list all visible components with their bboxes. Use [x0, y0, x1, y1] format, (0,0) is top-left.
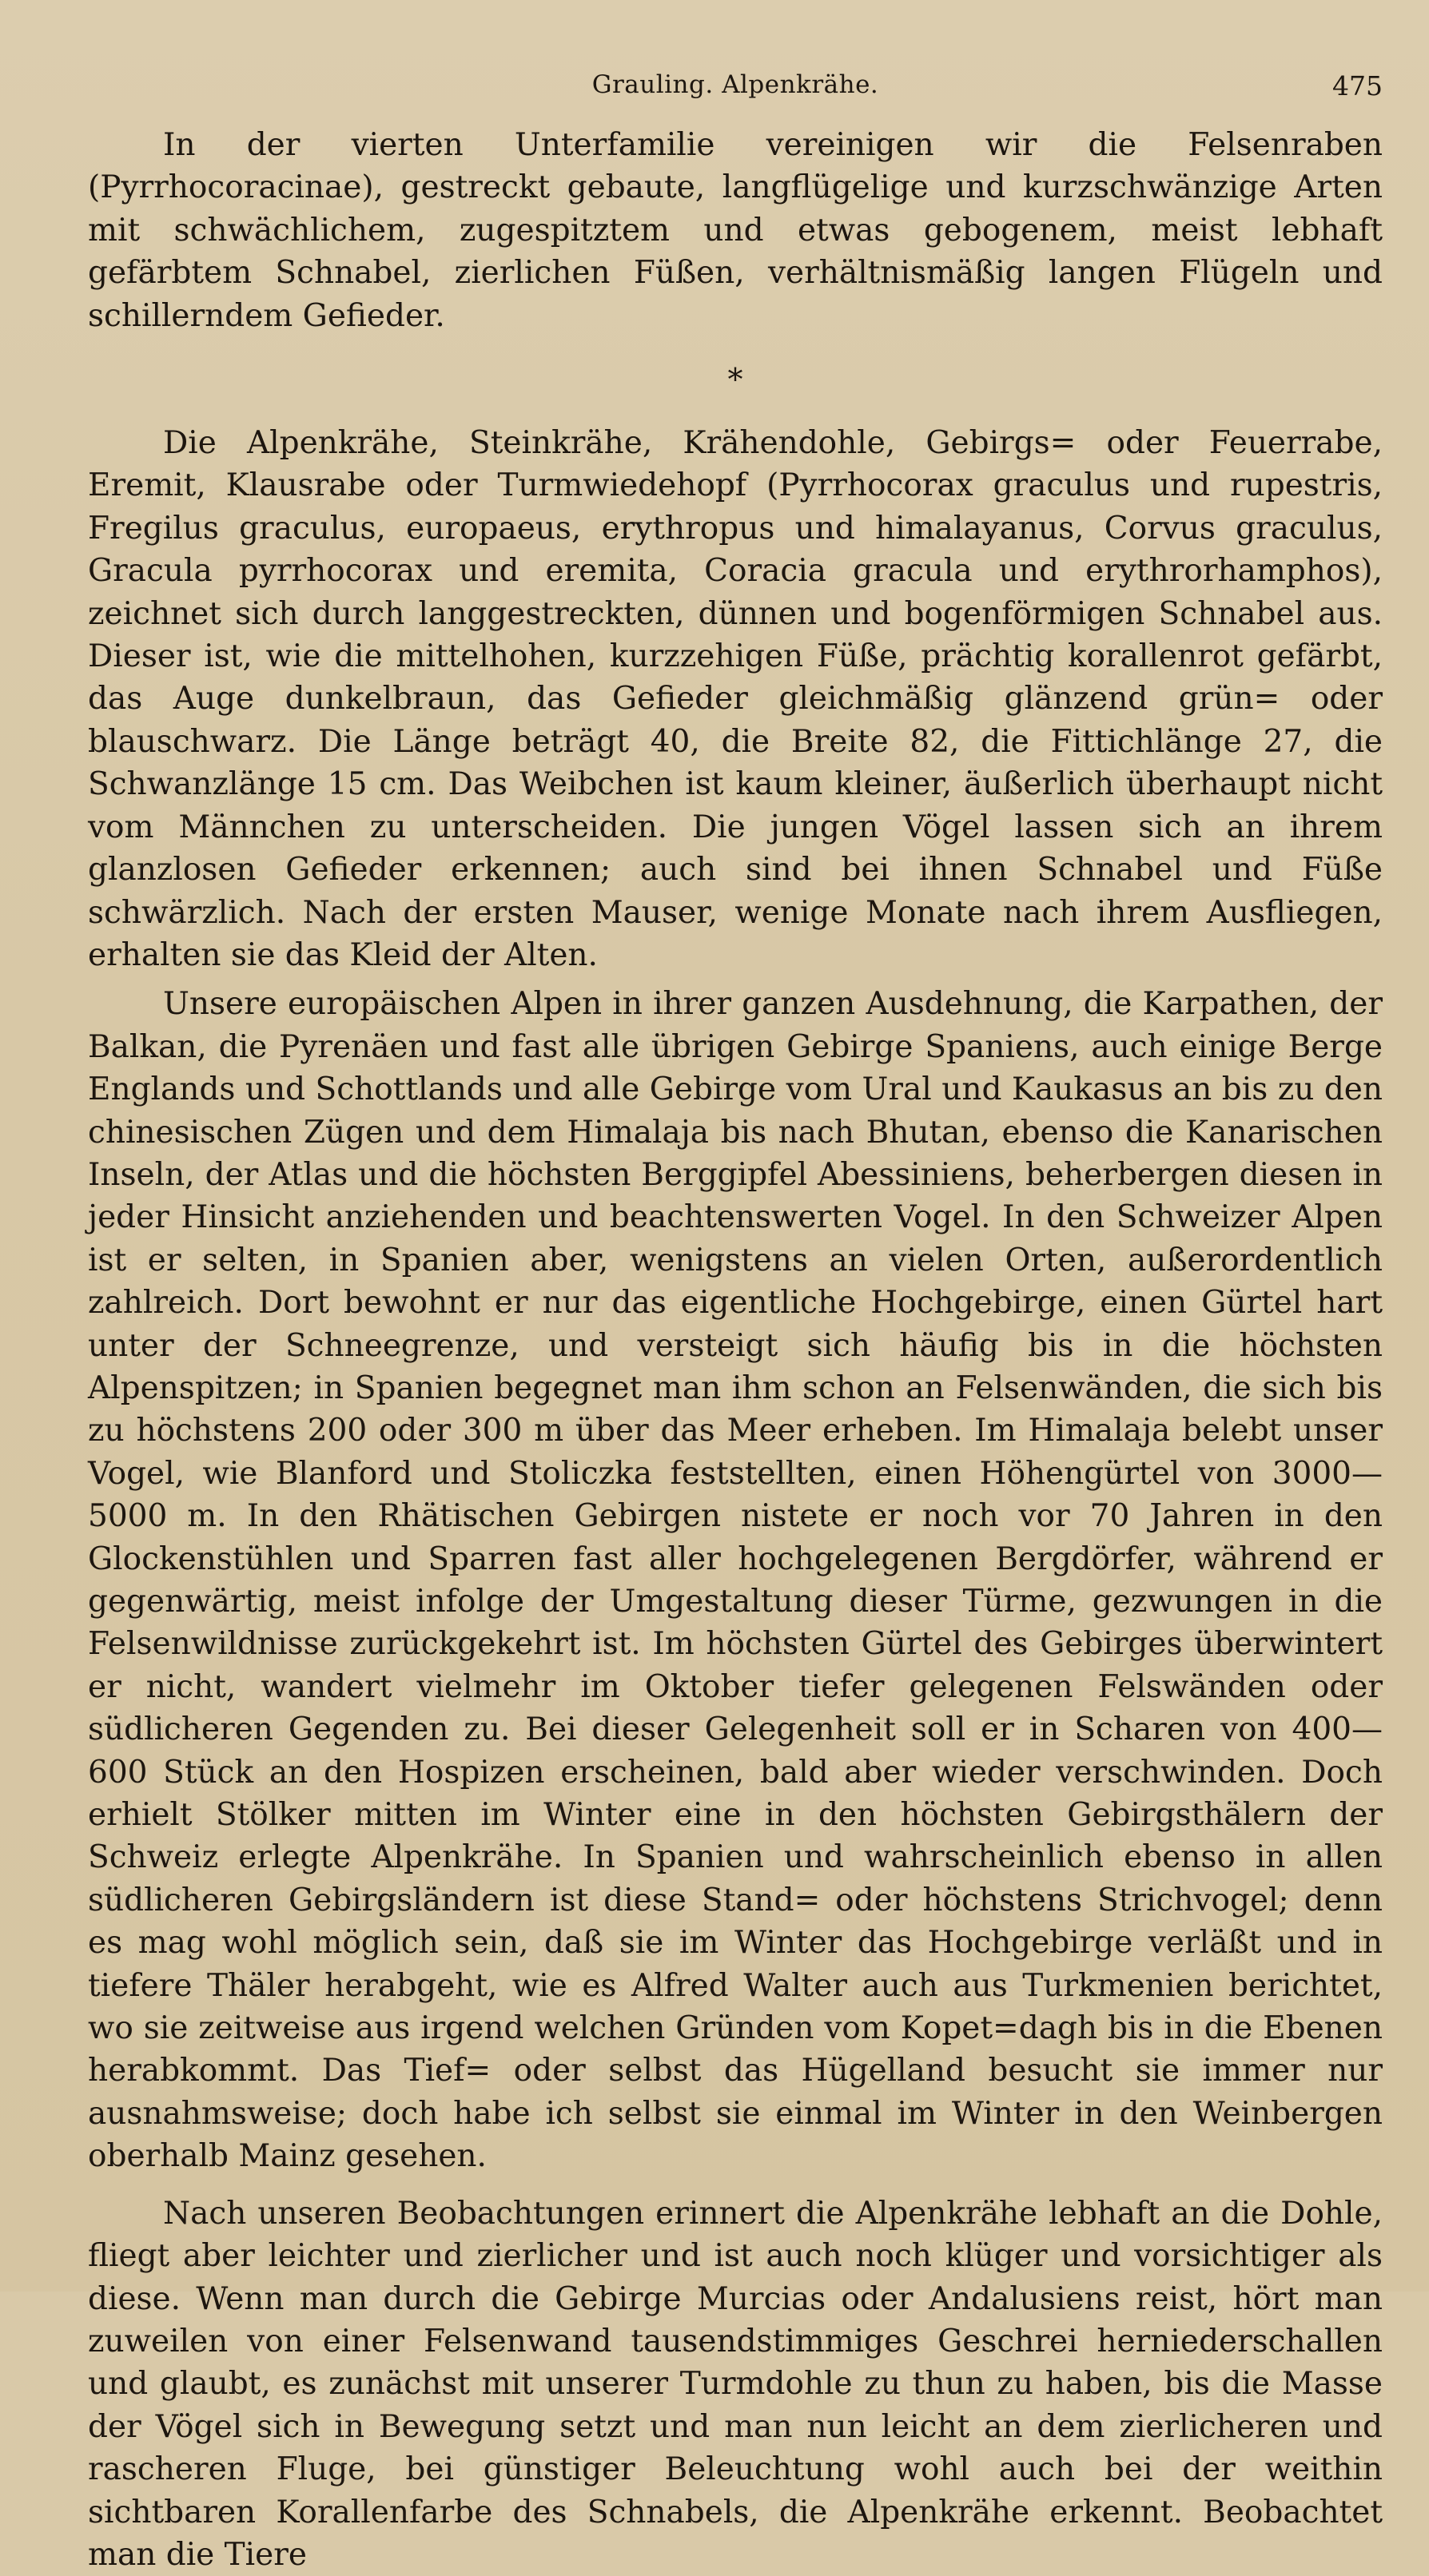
- paragraph-behaviour: Nach unseren Beobachtungen erinnert die Alpenkrähe lebhaft an die Dohle, fliegt aber leichter und zierlicher und ist auch noch klüger und vorsichtiger als diese. Wenn man durch die Gebirge Murcias oder Andalusiens reist, hört man zuweilen von einer Felsenwand tausendstimmiges Geschrei herniederschallen und glaubt, es zunächst mit unserer Turmdohle zu thun zu haben, bis die Masse der Vögel sich in Bewegung setzt und man nun leicht an dem zierlicheren und rascheren Fluge, bei günstiger Beleuchtung wohl auch bei der weithin sichtbaren Korallenfarbe des Schnabels, die Alpenkrähe erkennt. Beobachtet man die Tiere: [88, 2195, 1383, 2573]
- paragraph-subfamily: In der vierten Unterfamilie vereinigen wir die Felsenraben (Pyrrhocoracinae), gestreckt gebaute, langflügelige und kurzschwänzige Arten mit schwächlichem, zugespitztem und etwas gebogenem, meist lebhaft gefärbtem Schnabel, zierlichen Füßen, verhältnismäßig langen Flügeln und schillerndem Gefieder.: [88, 127, 1383, 334]
- paragraph-description: Die Alpenkrähe, Steinkrähe, Krähendohle, Gebirgs= oder Feuerrabe, Eremit, Klausrabe oder Turmwiedehopf (Pyrrhocorax graculus und rupestris, Fregilus graculus, europaeus, erythropus und himalayanus, Corvus graculus, Gracula pyrrhocorax und eremita, Coracia gracula und erythrorhamphos), zeichnet sich durch langgestreckten, dünnen und bogenförmigen Schnabel aus. Dieser ist, wie die mittelhohen, kurzzehigen Füße, prächtig korallenrot gefärbt, das Auge dunkelbraun, das Gefieder gleichmäßig glänzend grün= oder blauschwarz. Die Länge beträgt 40, die Breite 82, die Fittichlänge 27, die Schwanzlänge 15 cm. Das Weibchen ist kaum kleiner, äußerlich überhaupt nicht vom Männchen zu unterscheiden. Die jungen Vögel lassen sich an ihrem glanzlosen Gefieder erkennen; auch sind bei ihnen Schnabel und Füße schwärzlich. Nach der ersten Mauser, wenige Monate nach ihrem Ausfliegen, erhalten sie das Kleid der Alten.: [88, 425, 1383, 973]
- paragraph-spacer: [88, 976, 1383, 983]
- section-separator: *: [727, 362, 743, 398]
- running-title: Grauling. Alpenkrähe.: [591, 70, 879, 99]
- page-number: 475: [1332, 70, 1383, 101]
- page-body: [88, 124, 1383, 2576]
- paragraph-spacer: [88, 2178, 1383, 2192]
- page-header: [88, 62, 1383, 110]
- paragraph-distribution: Unsere europäischen Alpen in ihrer ganzen Ausdehnung, die Karpathen, der Balkan, die Pyrenäen und fast alle übrigen Gebirge Spaniens, auch einige Berge Englands und Schottlands und alle Gebirge vom Ural und Kaukasus an bis zu den chinesischen Zügen und dem Himalaja bis nach Bhutan, ebenso die Kanarischen Inseln, der Atlas und die höchsten Berggipfel Abessiniens, beherbergen diesen in jeder Hinsicht anziehenden und beachtenswerten Vogel. In den Schweizer Alpen ist er selten, in Spanien aber, wenigstens an vielen Orten, außerordentlich zahlreich. Dort bewohnt er nur das eigentliche Hochgebirge, einen Gürtel hart unter der Schneegrenze, und versteigt sich häufig bis in die höchsten Alpenspitzen; in Spanien begegnet man ihm schon an Felsenwänden, die sich bis zu höchstens 200 oder 300 m über das Meer erheben. Im Himalaja belebt unser Vogel, wie Blanford und Stoliczka feststellten, einen Höhengürtel von 3000—5000 m. In den Rhätischen Gebirgen nistete er noch vor 70 Jahren in den Glockenstühlen und Sparren fast aller hochgelegenen Bergdörfer, während er gegenwärtig, meist infolge der Umgestaltung dieser Türme, gezwungen in die Felsenwildnisse zurückgekehrt ist. Im höchsten Gürtel des Gebirges überwintert er nicht, wandert vielmehr im Oktober tiefer gelegenen Felswänden oder südlicheren Gegenden zu. Bei dieser Gelegenheit soll er in Scharen von 400—600 Stück an den Hospizen erscheinen, bald aber wieder verschwinden. Doch erhielt Stölker mitten im Winter eine in den höchsten Gebirgsthälern der Schweiz erlegte Alpenkrähe. In Spanien und wahrscheinlich ebenso in allen südlicheren Gebirgsländern ist diese Stand= oder höchstens Strichvogel; denn es mag wohl möglich sein, daß sie im Winter das Hochgebirge verläßt und in tiefere Thäler herabgeht, wie es Alfred Walter auch aus Turkmenien berichtet, wo sie zeitweise aus irgend welchen Gründen vom Kopet=dagh bis in die Ebenen herabkommt. Das Tief= oder selbst das Hügelland besucht sie immer nur ausnahmsweise; doch habe ich selbst sie einmal im Winter in den Weinbergen oberhalb Mainz gesehen.: [88, 986, 1383, 2175]
